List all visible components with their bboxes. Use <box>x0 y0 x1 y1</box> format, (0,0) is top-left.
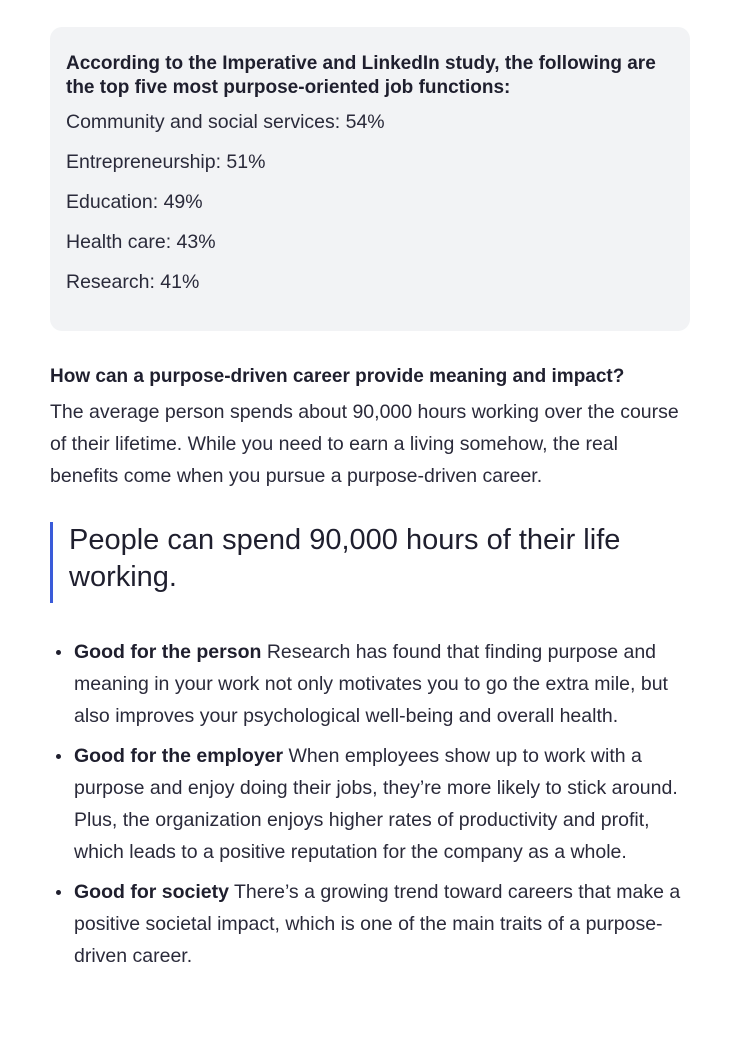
list-item: Education: 49% <box>66 191 203 213</box>
list-item: Research: 41% <box>66 271 200 293</box>
benefit-title: Good for the person <box>74 641 262 663</box>
benefit-title: Good for the employer <box>74 745 284 767</box>
list-item: Community and social services: 54% <box>66 111 385 133</box>
benefits-list <box>50 636 690 980</box>
bullet-icon <box>56 890 61 895</box>
pull-quote <box>50 522 690 603</box>
section-heading: How can a purpose-driven career provide meaning and impact? <box>50 366 625 387</box>
callout-heading: According to the Imperative and LinkedIn study, the following are the top five most purpose-oriented job functions: <box>66 53 656 98</box>
benefit-title: Good for society <box>74 881 229 903</box>
stats-callout-box <box>50 27 690 331</box>
benefit-item-employer <box>50 740 690 868</box>
benefit-text: Research has found that finding purpose and meaning in your work not only motivates you to go the extra mile, but also improves your psychological well-being and overall health. <box>74 641 668 727</box>
benefit-text: When employees show up to work with a purpose and enjoy doing their jobs, they’re more likely to stick around. Plus, the organization enjoys higher rates of productivity and profit, which leads to a positive reputation for the company as a whole. <box>74 745 678 863</box>
benefit-text: There’s a growing trend toward careers that make a positive societal impact, which is one of the main traits of a purpose-driven career. <box>74 881 681 967</box>
bullet-icon <box>56 754 61 759</box>
bullet-icon <box>56 650 61 655</box>
pull-quote-text: People can spend 90,000 hours of their life working. <box>69 524 621 593</box>
benefit-item-person <box>50 636 690 732</box>
section-paragraph: The average person spends about 90,000 hours working over the course of their lifetime. While you need to earn a living somehow, the real benefits come when you pursue a purpose-driven career. <box>50 401 679 487</box>
list-item: Health care: 43% <box>66 231 216 253</box>
list-item: Entrepreneurship: 51% <box>66 151 266 173</box>
job-functions-list <box>66 110 674 294</box>
benefit-item-society <box>50 876 690 972</box>
